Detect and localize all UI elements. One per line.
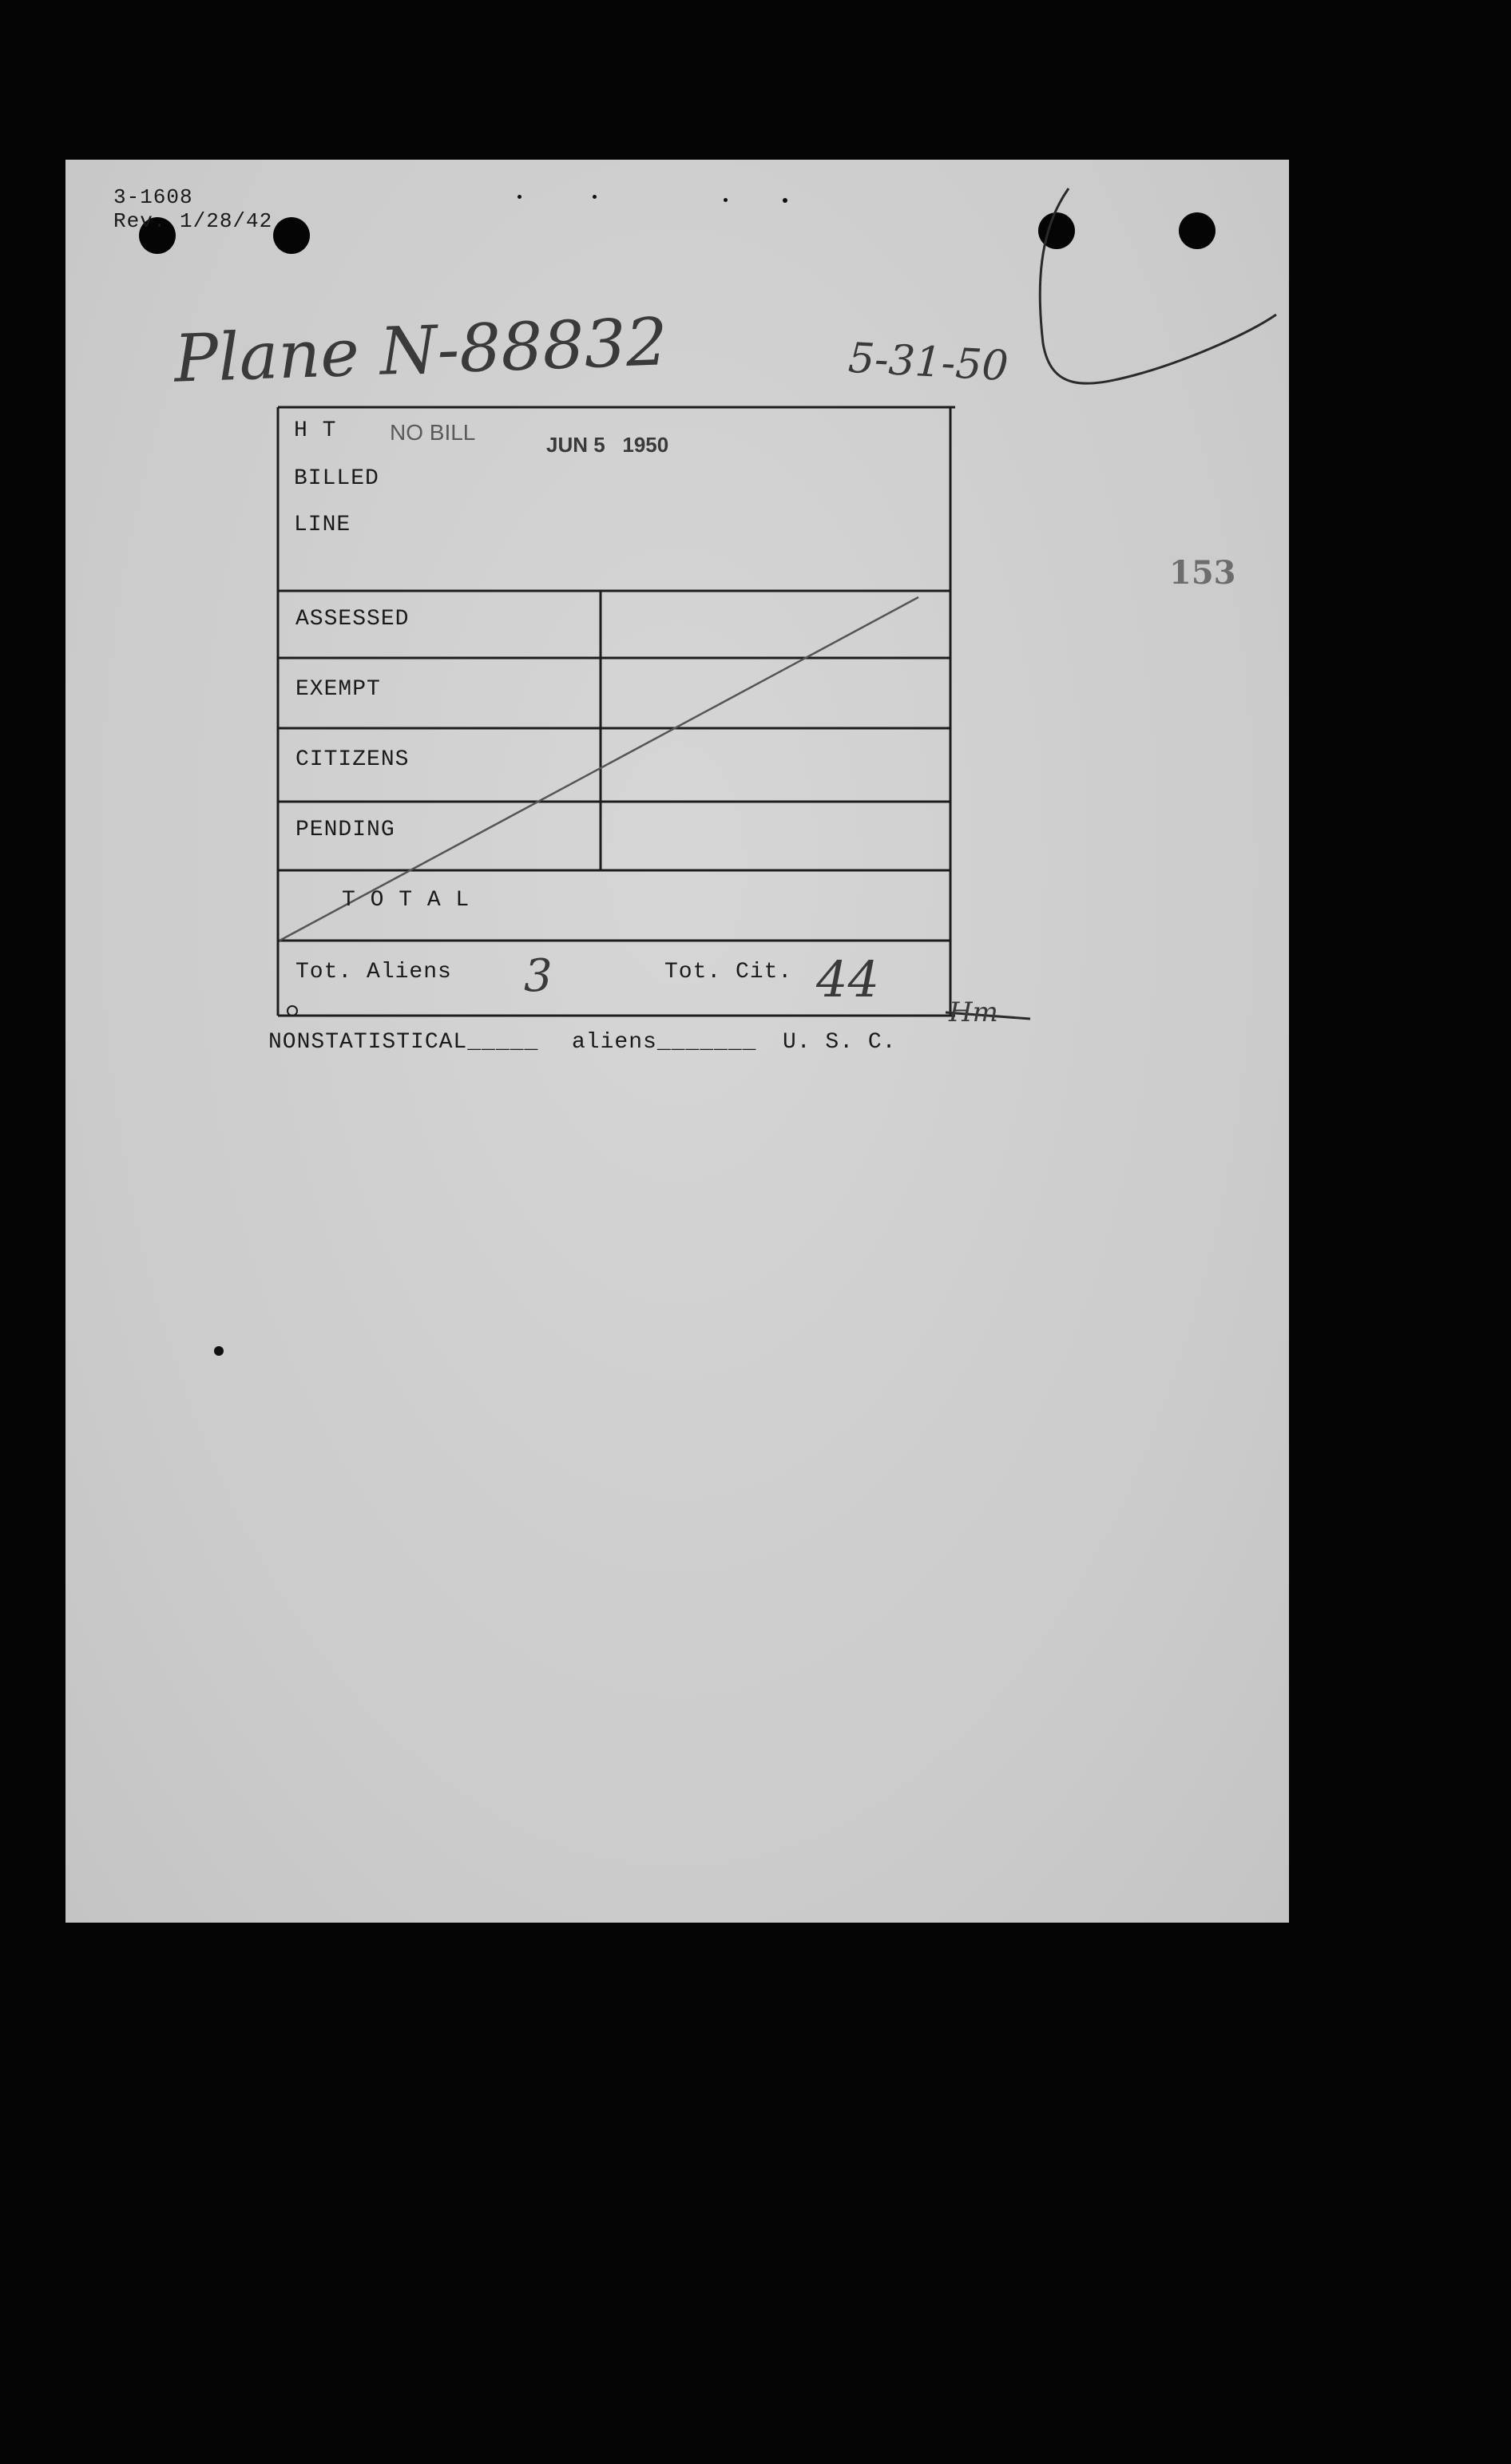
tot-cit-value: 44 bbox=[816, 950, 879, 1008]
pen-stroke-curve bbox=[1040, 188, 1276, 383]
no-bill-stamp: NO BILL bbox=[390, 420, 476, 445]
handwritten-date: 5-31-50 bbox=[847, 334, 1009, 391]
handwritten-initials: Hm bbox=[949, 996, 998, 1028]
label-billed: BILLED bbox=[294, 466, 379, 491]
row-pending: PENDING bbox=[295, 818, 395, 842]
row-assessed: ASSESSED bbox=[295, 607, 410, 632]
form-revision: Rev. 1/28/42 bbox=[113, 209, 273, 233]
label-ht: H T bbox=[294, 418, 337, 443]
plane-number: Plane N-88832 bbox=[173, 304, 669, 398]
usc-label: U. S. C. bbox=[783, 1030, 897, 1055]
tot-aliens-value: 3 bbox=[524, 950, 553, 1002]
tot-aliens-label: Tot. Aliens bbox=[295, 960, 452, 984]
tot-cit-label: Tot. Cit. bbox=[664, 960, 793, 984]
date-stamp: JUN 5 1950 bbox=[546, 433, 669, 457]
row-exempt: EXEMPT bbox=[295, 677, 381, 702]
form-number: 3-1608 bbox=[113, 185, 193, 209]
row-citizens: CITIZENS bbox=[295, 747, 410, 772]
nonstatistical-label: NONSTATISTICAL_____ bbox=[268, 1030, 539, 1055]
page-number: 153 bbox=[1169, 554, 1236, 592]
aliens-label: aliens_______ bbox=[572, 1030, 757, 1055]
label-line: LINE bbox=[294, 513, 351, 537]
total-label: T O T A L bbox=[342, 888, 470, 913]
